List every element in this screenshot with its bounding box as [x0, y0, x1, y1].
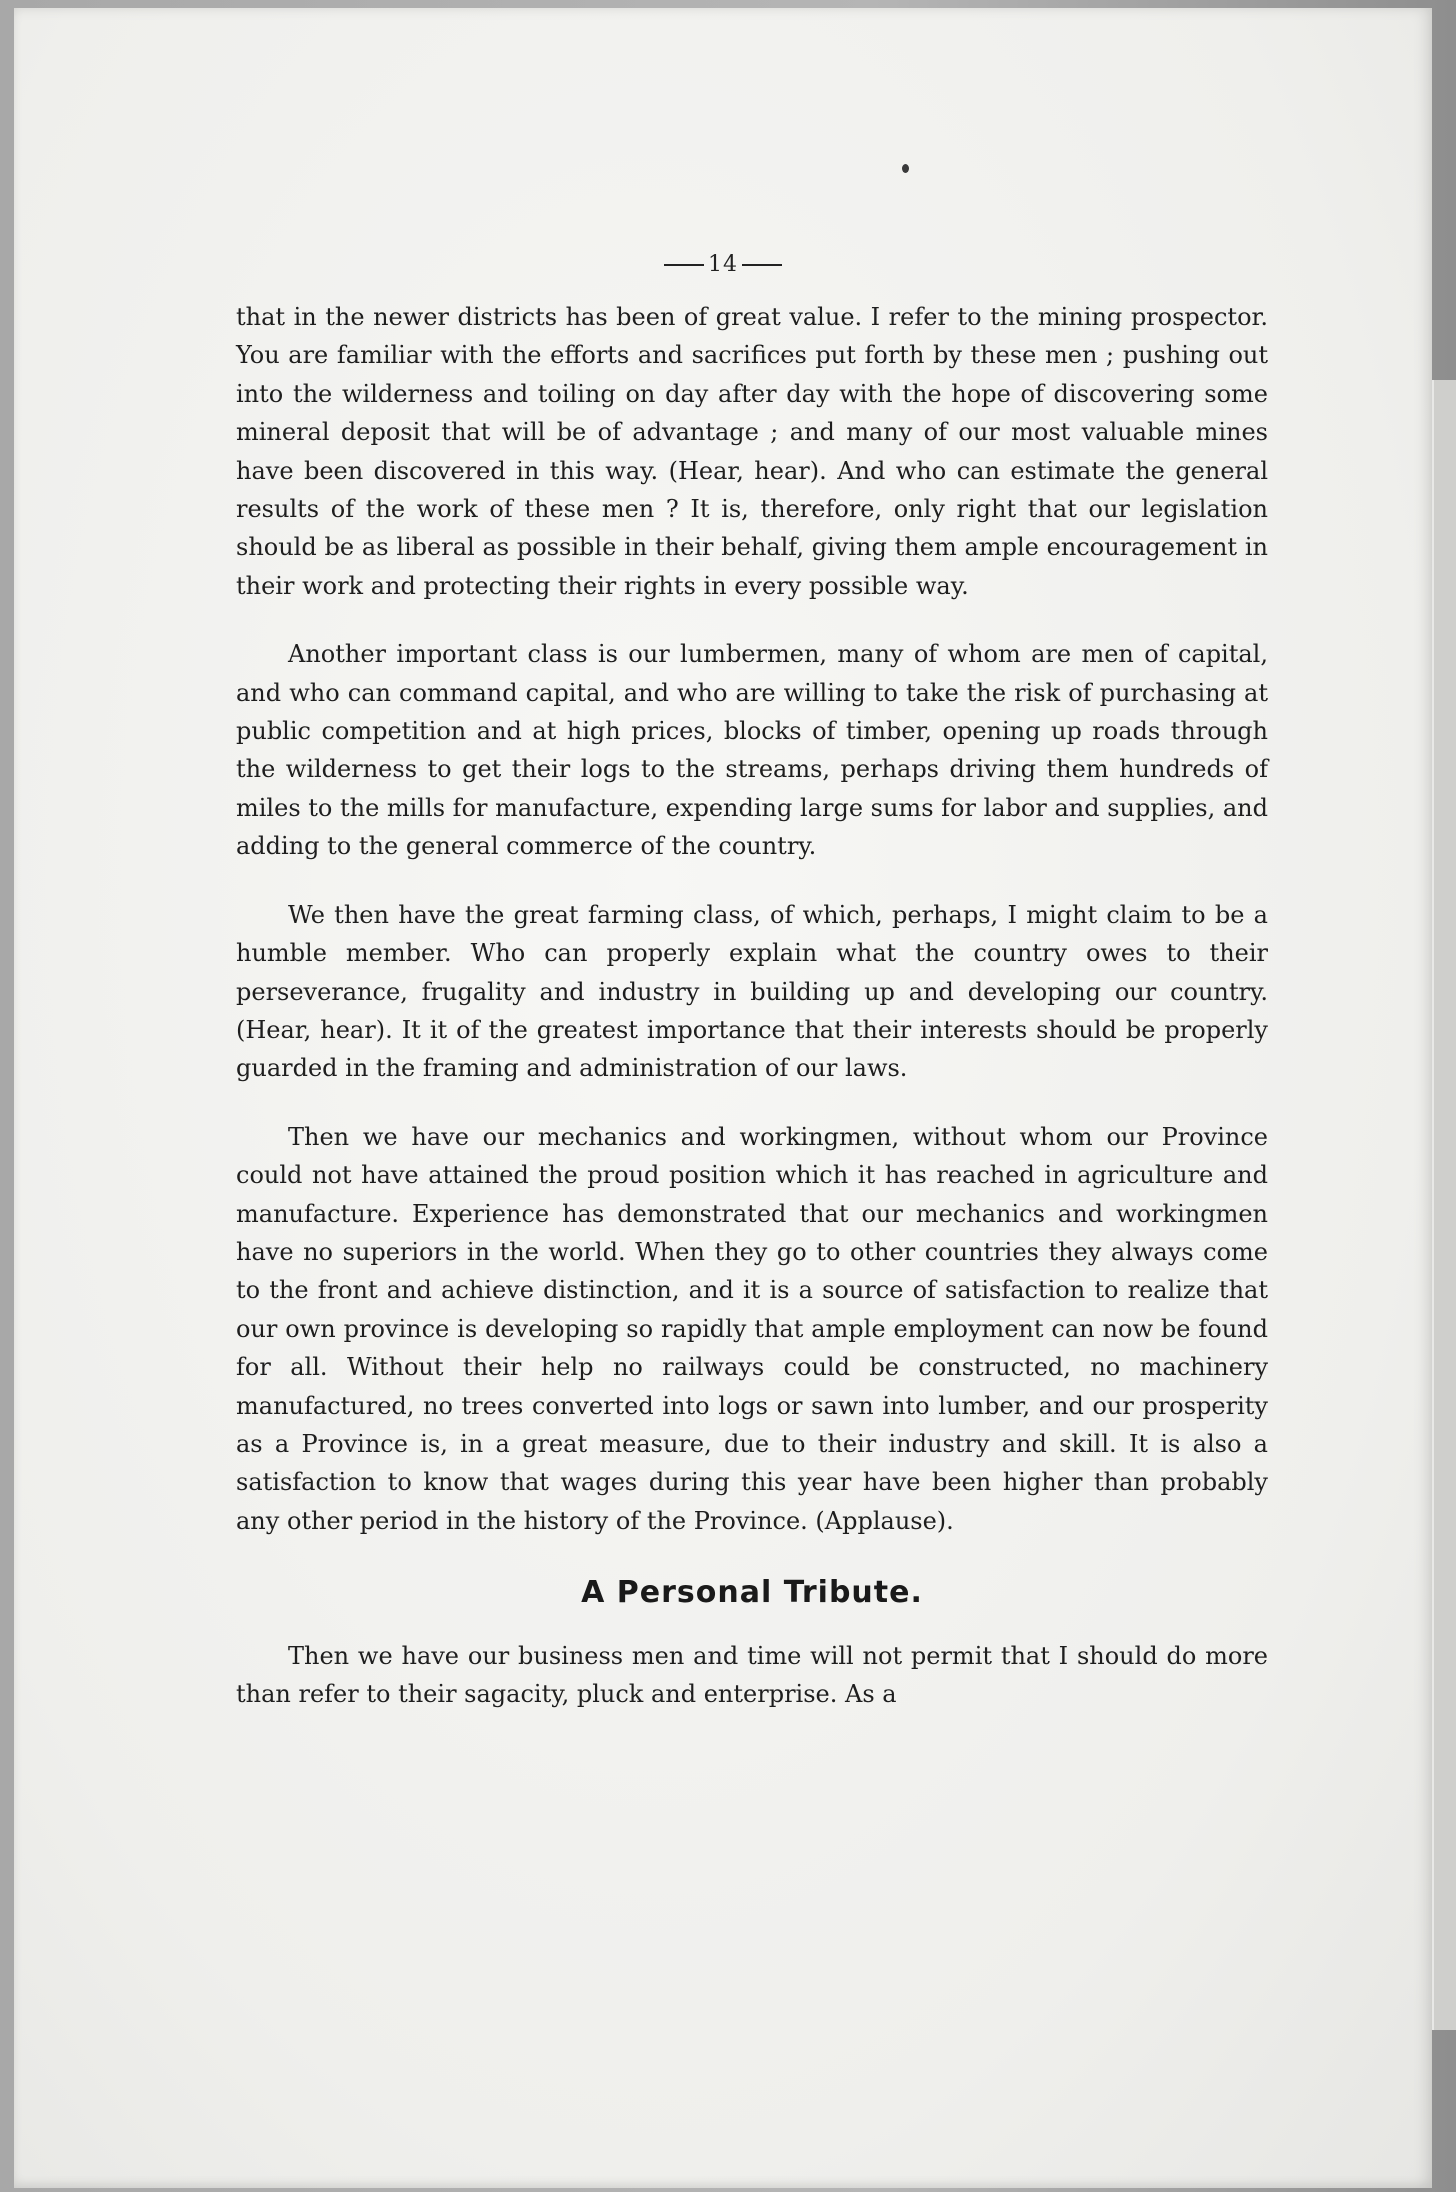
- ink-speck: [902, 164, 909, 173]
- paragraph-prospectors: that in the newer districts has been of great value. I refer to the mining prospector. You are familiar with the efforts and sacrifices put forth by these men ; pushing out into the wilderness and toiling on day after day with the hope of discovering some mineral deposit that will be of advantage ; and many of our most valuable mines have been discovered in this way. (Hear, hear). And who can estimate the general results of the work of these men ? It is, therefore, only right that our legislation should be as liberal as possible in their behalf, giving them ample encouragement in their work and protecting their rights in every possible way.: [236, 303, 1268, 600]
- page-body: [236, 298, 1268, 1743]
- paragraph-business-men: Then we have our business men and time will not permit that I should do more than refer to their sagacity, pluck and enterprise. As a: [236, 1641, 1268, 1708]
- document-page: [14, 8, 1432, 2188]
- paragraph-farmers: We then have the great farming class, of which, perhaps, I might claim to be a humble member. Who can properly explain what the country owes to their perseverance, frugality and industry in building up and developing our country. (Hear, hear). It it of the greatest importance that their interests should be properly guarded in the framing and administration of our laws.: [236, 900, 1268, 1083]
- paragraph-workingmen: Then we have our mechanics and workingmen, without whom our Province could not have attained the proud position which it has reached in agriculture and manufacture. Experience has demonstrated that our mechanics and workingmen have no superiors in the world. When they go to other countries they always come to the front and achieve distinction, and it is a source of satisfaction to realize that our own province is developing so rapidly that ample employment can now be found for all. Without their help no railways could be constructed, no machinery manufactured, no trees converted into logs or sawn into lumber, and our prosperity as a Province is, in a great measure, due to their industry and skill. It is also a satisfaction to know that wages during this year have been higher than probably any other period in the history of the Province. (Applause).: [236, 1122, 1268, 1535]
- paragraph-lumbermen: Another important class is our lumbermen, many of whom are men of capital, and who can command capital, and who are willing to take the risk of purchasing at public competition and at high prices, blocks of timber, opening up roads through the wilderness to get their logs to the streams, perhaps driving them hundreds of miles to the mills for manufacture, expending large sums for labor and supplies, and adding to the general commerce of the country.: [236, 640, 1268, 861]
- page-number-dash-right: [742, 264, 782, 266]
- page-number-dash-left: [664, 264, 704, 266]
- section-heading: A Personal Tribute.: [581, 1575, 923, 1611]
- next-page-edge: [1432, 380, 1456, 2030]
- page-number-value: 14: [708, 252, 738, 277]
- page-number: [14, 252, 1432, 277]
